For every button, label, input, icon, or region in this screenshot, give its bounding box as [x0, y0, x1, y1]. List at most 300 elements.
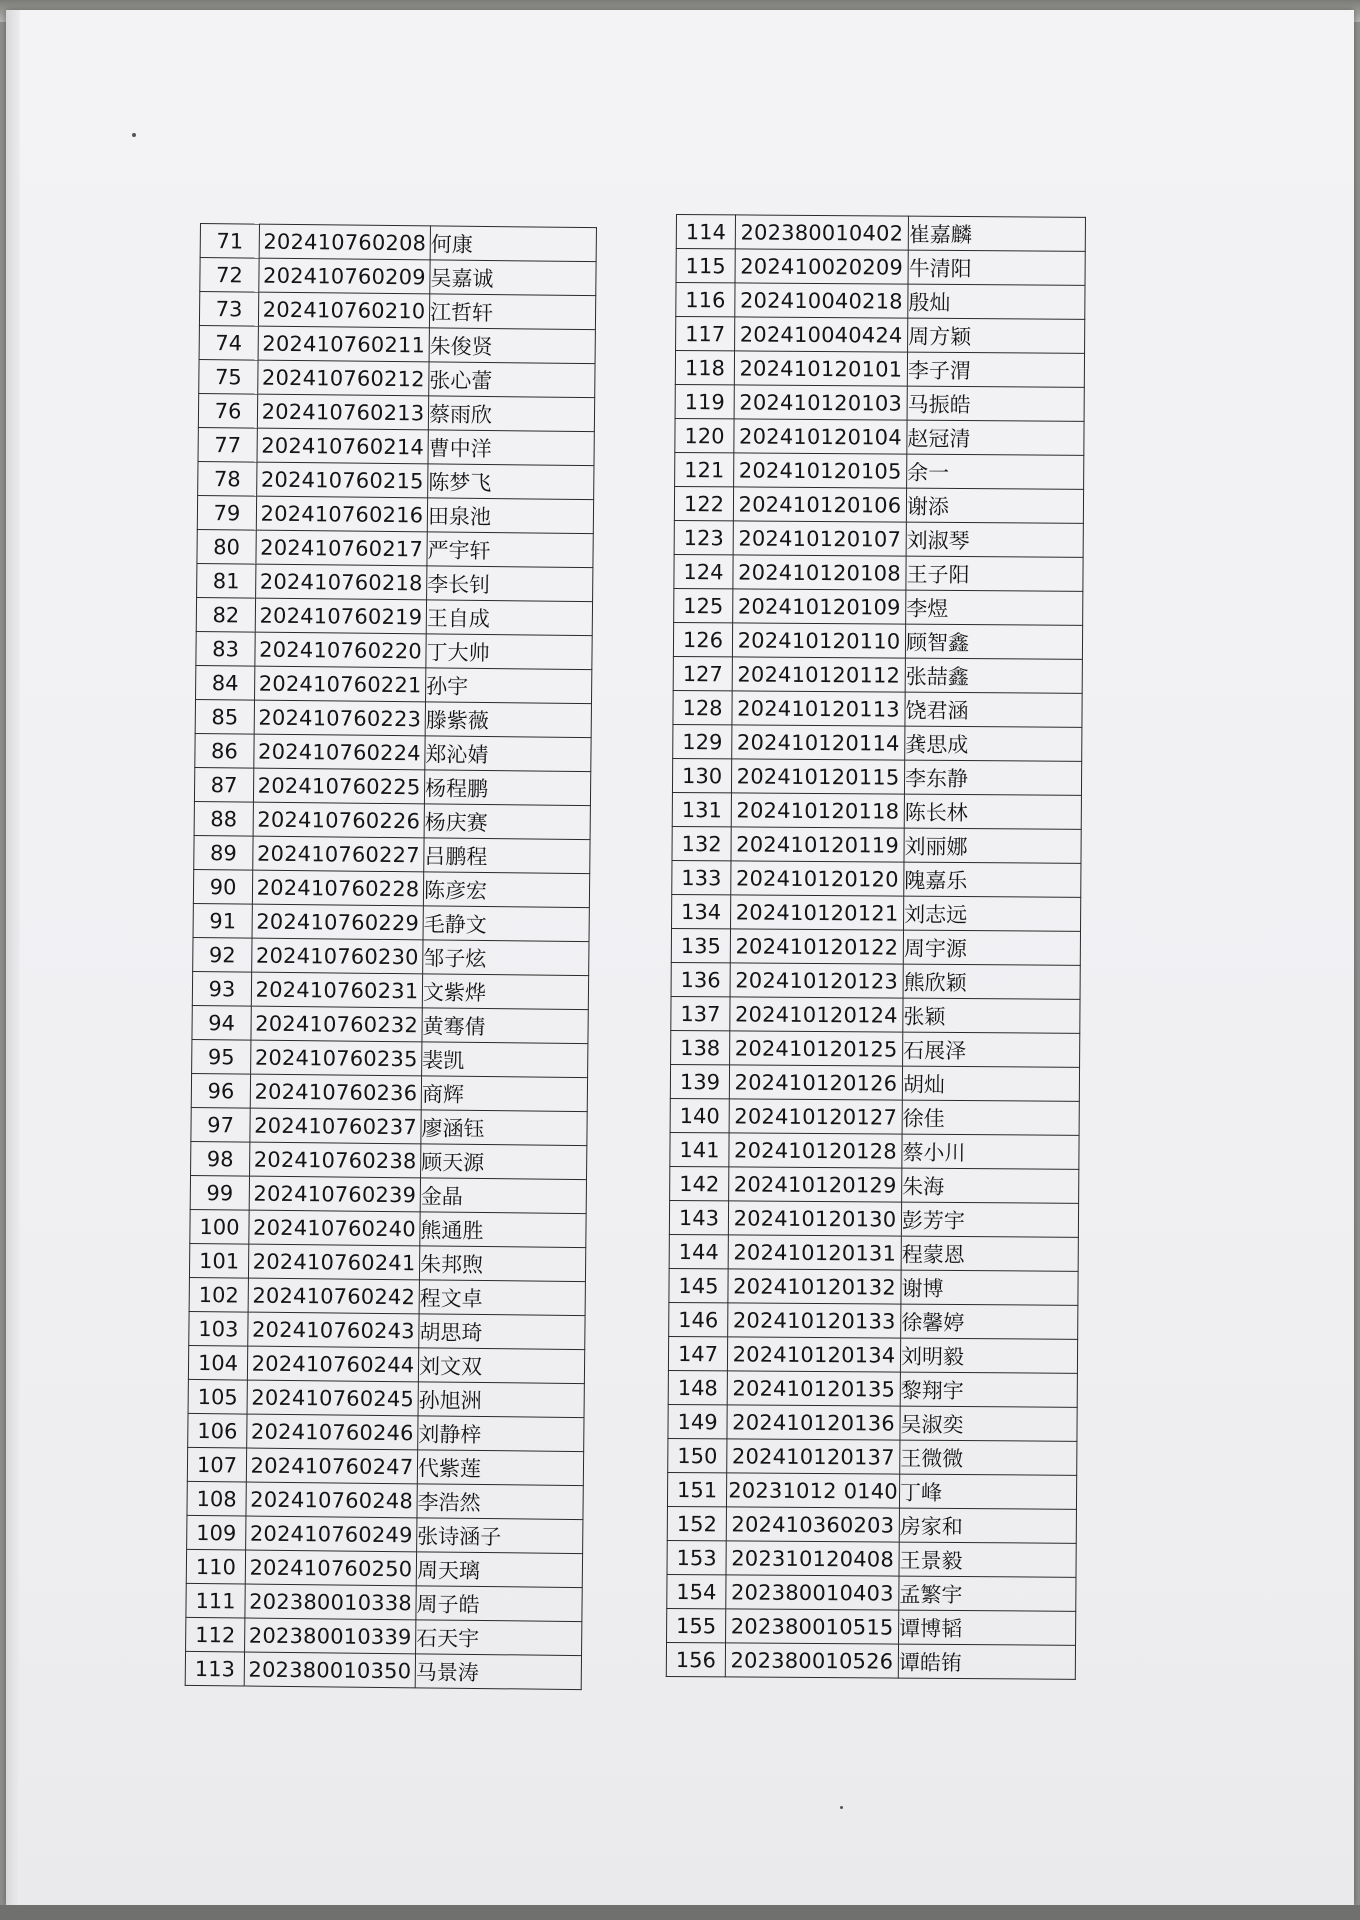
row-number-cell: 77: [198, 427, 257, 462]
student-name-cell: 李子渭: [907, 352, 1084, 387]
student-id-cell: 202410120134: [727, 1337, 900, 1372]
row-number-cell: 79: [197, 495, 256, 530]
row-number-cell: 99: [190, 1175, 249, 1210]
student-id-cell: 202410760243: [248, 1312, 419, 1348]
student-id-cell: 202410120121: [731, 895, 904, 930]
table-row: [675, 418, 1084, 455]
table-row: [669, 1234, 1078, 1271]
student-id-cell: 202410120125: [730, 1031, 903, 1066]
student-name-cell: 吴嘉诚: [430, 260, 596, 296]
row-number-cell: 111: [186, 1583, 245, 1618]
student-id-cell: 202410760236: [250, 1074, 421, 1110]
student-name-cell: 牛清阳: [908, 250, 1085, 285]
student-id-cell: 202410120103: [734, 385, 907, 420]
student-name-cell: 刘淑琴: [906, 522, 1083, 557]
student-id-cell: 202410120114: [732, 725, 905, 760]
student-id-cell: 202410120122: [730, 929, 903, 964]
row-number-cell: 124: [674, 554, 733, 588]
row-number-cell: 75: [199, 359, 258, 394]
student-id-cell: 202410760232: [251, 1006, 422, 1042]
row-number-cell: 126: [673, 622, 732, 656]
table-row: [672, 860, 1081, 897]
student-name-cell: 丁峰: [899, 1474, 1076, 1509]
student-id-cell: 202410120130: [728, 1201, 901, 1236]
table-row: [198, 427, 594, 465]
row-number-cell: 95: [192, 1039, 251, 1074]
table-row: [667, 1608, 1076, 1645]
table-row: [671, 962, 1080, 999]
row-number-cell: 104: [188, 1345, 247, 1380]
student-name-cell: 王景毅: [899, 1542, 1076, 1577]
student-id-cell: 202410760219: [255, 598, 426, 634]
row-number-cell: 82: [196, 597, 255, 632]
row-number-cell: 83: [196, 631, 255, 666]
student-name-cell: 江哲轩: [429, 294, 595, 330]
student-name-cell: 崔嘉麟: [908, 216, 1085, 251]
row-number-cell: 96: [191, 1073, 250, 1108]
table-row: [671, 996, 1080, 1033]
table-row: [192, 1005, 588, 1043]
table-row: [199, 292, 595, 330]
student-name-cell: 谭皓铕: [898, 1644, 1075, 1679]
student-name-cell: 杨庆赛: [424, 804, 590, 840]
row-number-cell: 98: [191, 1141, 250, 1176]
student-name-cell: 彭芳宇: [901, 1202, 1078, 1237]
row-number-cell: 85: [195, 699, 254, 734]
student-name-cell: 谢博: [901, 1270, 1078, 1305]
student-id-cell: 202410120105: [734, 453, 907, 488]
row-number-cell: 143: [669, 1200, 728, 1234]
table-row: [199, 359, 595, 397]
row-number-cell: 132: [672, 826, 731, 860]
student-id-cell: 202410760226: [253, 802, 424, 838]
paper-speck: [132, 133, 136, 137]
table-row: [674, 486, 1083, 523]
row-number-cell: 153: [667, 1540, 726, 1574]
student-id-cell: 202410760249: [246, 1516, 417, 1552]
student-name-cell: 商辉: [421, 1076, 587, 1112]
student-id-cell: 202410120109: [733, 589, 906, 624]
table-row: [187, 1481, 583, 1519]
row-number-cell: 127: [673, 656, 732, 690]
student-id-cell: 202410760225: [253, 768, 424, 804]
row-number-cell: 86: [195, 733, 254, 768]
table-row: [668, 1336, 1077, 1373]
table-row: [192, 971, 588, 1009]
row-number-cell: 149: [668, 1404, 727, 1438]
row-number-cell: 112: [186, 1617, 245, 1652]
row-number-cell: 128: [673, 690, 732, 724]
student-id-cell: 202410120135: [727, 1371, 900, 1406]
paper-stack-edge: [6, 10, 20, 1905]
table-row: [673, 622, 1082, 659]
table-row: [196, 597, 592, 635]
row-number-cell: 88: [194, 801, 253, 836]
backdrop-bottom: [0, 1905, 1360, 1920]
row-number-cell: 140: [670, 1098, 729, 1132]
row-number-cell: 137: [671, 996, 730, 1030]
row-number-cell: 151: [667, 1472, 726, 1506]
table-row: [186, 1583, 582, 1621]
table-row: [193, 869, 589, 907]
row-number-cell: 90: [193, 869, 252, 904]
student-name-cell: 周子皓: [416, 1586, 582, 1622]
row-number-cell: 135: [671, 928, 730, 962]
table-row: [195, 733, 591, 771]
table-row: [670, 1166, 1079, 1203]
student-id-cell: 202410760223: [254, 700, 425, 736]
student-id-cell: 202410760230: [252, 938, 423, 974]
row-number-cell: 145: [669, 1268, 728, 1302]
table-row: [193, 903, 589, 941]
student-name-cell: 石展泽: [903, 1032, 1080, 1067]
table-row: [669, 1268, 1078, 1305]
table-row: [191, 1107, 587, 1145]
table-row: [189, 1277, 585, 1315]
student-id-cell: 202410360203: [726, 1507, 899, 1542]
student-id-cell: 202410760240: [249, 1210, 420, 1246]
student-id-cell: 202410120120: [731, 861, 904, 896]
row-number-cell: 114: [676, 215, 735, 249]
row-number-cell: 125: [674, 588, 733, 622]
row-number-cell: 152: [667, 1506, 726, 1540]
table-row: [667, 1472, 1076, 1509]
student-id-cell: 202410760209: [259, 258, 430, 294]
roster-table-right: [666, 214, 1086, 1680]
table-row: [191, 1141, 587, 1179]
row-number-cell: 106: [188, 1413, 247, 1448]
student-name-cell: 滕紫薇: [425, 702, 591, 738]
row-number-cell: 81: [197, 563, 256, 598]
row-number-cell: 115: [676, 249, 735, 283]
student-id-cell: 202410760211: [258, 326, 429, 362]
student-name-cell: 黎翔宇: [900, 1372, 1077, 1407]
student-name-cell: 吕鹏程: [424, 838, 590, 874]
student-name-cell: 程蒙恩: [901, 1236, 1078, 1271]
table-row: [670, 1098, 1079, 1135]
student-id-cell: 202410760214: [257, 428, 428, 464]
table-row: [666, 1642, 1075, 1679]
row-number-cell: 120: [675, 418, 734, 452]
student-id-cell: 202410760229: [252, 904, 423, 940]
student-name-cell: 李浩然: [417, 1484, 583, 1520]
row-number-cell: 150: [668, 1438, 727, 1472]
row-number-cell: 134: [672, 894, 731, 928]
table-row: [674, 554, 1083, 591]
table-row: [673, 656, 1082, 693]
student-name-cell: 张颖: [903, 998, 1080, 1033]
row-number-cell: 144: [669, 1234, 728, 1268]
student-id-cell: 202380010403: [726, 1575, 899, 1610]
table-row: [198, 461, 594, 499]
student-name-cell: 孙宇: [425, 668, 591, 704]
student-name-cell: 龚思成: [905, 726, 1082, 761]
table-row: [667, 1574, 1076, 1611]
table-row: [194, 767, 590, 805]
table-row: [668, 1370, 1077, 1407]
student-id-cell: 202410120132: [728, 1269, 901, 1304]
student-name-cell: 廖涵钰: [421, 1110, 587, 1146]
student-name-cell: 严宇轩: [427, 532, 593, 568]
row-number-cell: 78: [198, 461, 257, 496]
table-row: [674, 520, 1083, 557]
student-id-cell: 202410760218: [256, 564, 427, 600]
row-number-cell: 101: [189, 1243, 248, 1278]
table-row: [192, 1039, 588, 1077]
student-id-cell: 202380010515: [726, 1609, 899, 1644]
table-row: [190, 1209, 586, 1247]
table-row: [676, 215, 1085, 252]
student-name-cell: 代紫莲: [417, 1450, 583, 1486]
row-number-cell: 100: [190, 1209, 249, 1244]
student-id-cell: 202410120108: [733, 555, 906, 590]
student-id-cell: 202380010350: [244, 1652, 415, 1688]
student-id-cell: 202410760217: [256, 530, 427, 566]
student-name-cell: 胡思琦: [419, 1314, 585, 1350]
student-name-cell: 刘静梓: [418, 1416, 584, 1452]
table-row: [197, 495, 593, 533]
student-id-cell: 202410760208: [259, 224, 430, 260]
student-name-cell: 赵冠清: [907, 420, 1084, 455]
row-number-cell: 94: [192, 1005, 251, 1040]
table-row: [194, 835, 590, 873]
student-id-cell: 202410120101: [734, 351, 907, 386]
table-row: [191, 1073, 587, 1111]
student-name-cell: 饶君涵: [905, 692, 1082, 727]
student-name-cell: 谢添: [906, 488, 1083, 523]
student-id-cell: 202410760221: [255, 666, 426, 702]
student-name-cell: 周方颖: [908, 318, 1085, 353]
row-number-cell: 74: [199, 325, 258, 360]
row-number-cell: 103: [189, 1311, 248, 1346]
student-id-cell: 202380010338: [245, 1584, 416, 1620]
student-name-cell: 金晶: [420, 1178, 586, 1214]
table-row: [667, 1506, 1076, 1543]
student-name-cell: 刘志远: [904, 896, 1081, 931]
student-id-cell: 202410120127: [729, 1099, 902, 1134]
table-row: [675, 351, 1084, 388]
row-number-cell: 93: [192, 971, 251, 1006]
student-name-cell: 孟繁宇: [899, 1576, 1076, 1611]
table-row: [672, 894, 1081, 931]
table-row: [676, 283, 1085, 320]
student-name-cell: 张诗涵子: [417, 1518, 583, 1554]
table-row: [193, 937, 589, 975]
student-name-cell: 王自成: [426, 600, 592, 636]
student-name-cell: 刘丽娜: [904, 828, 1081, 863]
student-id-cell: 202410120133: [728, 1303, 901, 1338]
row-number-cell: 141: [670, 1132, 729, 1166]
student-id-cell: 202410120106: [733, 487, 906, 522]
student-id-cell: 202410760210: [258, 292, 429, 328]
table-row: [198, 393, 594, 431]
row-number-cell: 97: [191, 1107, 250, 1142]
student-name-cell: 徐馨婷: [901, 1304, 1078, 1339]
student-name-cell: 张喆鑫: [905, 658, 1082, 693]
table-row: [186, 1617, 582, 1655]
table-row: [668, 1404, 1077, 1441]
student-id-cell: 202410760228: [252, 870, 423, 906]
student-id-cell: 202410760220: [255, 632, 426, 668]
row-number-cell: 118: [675, 351, 734, 385]
table-row: [675, 452, 1084, 489]
student-id-cell: 202410760237: [250, 1108, 421, 1144]
student-name-cell: 吴淑奕: [900, 1406, 1077, 1441]
student-name-cell: 朱海: [902, 1168, 1079, 1203]
row-number-cell: 138: [671, 1030, 730, 1064]
student-name-cell: 徐佳: [902, 1100, 1079, 1135]
table-row: [196, 665, 592, 703]
table-row: [669, 1200, 1078, 1237]
student-id-cell: 202410120136: [727, 1405, 900, 1440]
student-id-cell: 202380010402: [735, 215, 908, 250]
student-name-cell: 程文卓: [419, 1280, 585, 1316]
table-row: [676, 317, 1085, 354]
roster-table-right-body: [666, 215, 1085, 1680]
student-name-cell: 刘明毅: [900, 1338, 1077, 1373]
student-id-cell: 202410120131: [728, 1235, 901, 1270]
table-row: [675, 384, 1084, 421]
roster-table-left-body: [185, 224, 596, 1690]
table-row: [196, 631, 592, 669]
student-id-cell: 202410760212: [258, 360, 429, 396]
row-number-cell: 148: [668, 1370, 727, 1404]
table-row: [674, 588, 1083, 625]
student-id-cell: 202410760231: [251, 972, 422, 1008]
student-name-cell: 毛静文: [423, 906, 589, 942]
row-number-cell: 72: [200, 258, 259, 293]
student-name-cell: 蔡雨欣: [428, 396, 594, 432]
table-row: [187, 1515, 583, 1553]
student-name-cell: 文紫烨: [422, 974, 588, 1010]
student-name-cell: 顾智鑫: [905, 624, 1082, 659]
student-id-cell: 202410120119: [731, 827, 904, 862]
row-number-cell: 129: [673, 724, 732, 758]
table-row: [187, 1447, 583, 1485]
row-number-cell: 80: [197, 529, 256, 564]
student-id-cell: 202410760242: [248, 1278, 419, 1314]
row-number-cell: 117: [676, 317, 735, 351]
table-row: [185, 1651, 581, 1689]
table-row: [673, 724, 1082, 761]
table-row: [188, 1413, 584, 1451]
student-name-cell: 顾天源: [421, 1144, 587, 1180]
student-name-cell: 熊欣颖: [903, 964, 1080, 999]
student-name-cell: 熊通胜: [420, 1212, 586, 1248]
row-number-cell: 142: [670, 1166, 729, 1200]
student-id-cell: 202410120123: [730, 963, 903, 998]
row-number-cell: 147: [668, 1336, 727, 1370]
student-name-cell: 马振皓: [907, 386, 1084, 421]
row-number-cell: 110: [186, 1549, 245, 1584]
student-id-cell: 202410120115: [731, 759, 904, 794]
student-name-cell: 石天宇: [416, 1620, 582, 1656]
table-row: [673, 690, 1082, 727]
student-name-cell: 刘文双: [418, 1348, 584, 1384]
table-row: [200, 224, 596, 262]
student-name-cell: 隗嘉乐: [904, 862, 1081, 897]
student-id-cell: 202410760245: [247, 1380, 418, 1416]
student-name-cell: 李东静: [904, 760, 1081, 795]
student-id-cell: 202410760244: [247, 1346, 418, 1382]
student-id-cell: 202410120118: [731, 793, 904, 828]
paper-speck: [840, 1806, 843, 1809]
row-number-cell: 87: [194, 767, 253, 802]
student-id-cell: 202410760238: [250, 1142, 421, 1178]
student-id-cell: 202410760235: [251, 1040, 422, 1076]
table-row: [189, 1243, 585, 1281]
row-number-cell: 71: [200, 224, 259, 259]
student-name-cell: 张心蕾: [429, 362, 595, 398]
table-row: [188, 1379, 584, 1417]
student-name-cell: 胡灿: [902, 1066, 1079, 1101]
student-id-cell: 202410020209: [735, 249, 908, 284]
table-row: [188, 1345, 584, 1383]
student-name-cell: 曹中洋: [428, 430, 594, 466]
table-row: [199, 325, 595, 363]
student-name-cell: 谭博韬: [899, 1610, 1076, 1645]
row-number-cell: 107: [187, 1447, 246, 1482]
table-row: [670, 1132, 1079, 1169]
student-name-cell: 殷灿: [908, 284, 1085, 319]
student-id-cell: 202410760213: [257, 394, 428, 430]
table-row: [672, 758, 1081, 795]
student-id-cell: 202380010526: [725, 1643, 898, 1678]
row-number-cell: 139: [670, 1064, 729, 1098]
student-id-cell: 202410120129: [729, 1167, 902, 1202]
student-name-cell: 丁大帅: [426, 634, 592, 670]
row-number-cell: 154: [667, 1574, 726, 1608]
student-id-cell: 202410760246: [247, 1414, 418, 1450]
row-number-cell: 155: [667, 1608, 726, 1642]
row-number-cell: 102: [189, 1277, 248, 1312]
student-name-cell: 陈梦飞: [428, 464, 594, 500]
row-number-cell: 131: [672, 792, 731, 826]
student-name-cell: 邹子炫: [423, 940, 589, 976]
row-number-cell: 109: [187, 1515, 246, 1550]
row-number-cell: 73: [199, 292, 258, 327]
student-id-cell: 202410120107: [733, 521, 906, 556]
student-id-cell: 202410120104: [734, 419, 907, 454]
student-name-cell: 何康: [430, 226, 596, 262]
student-id-cell: 202410040424: [735, 317, 908, 352]
table-row: [186, 1549, 582, 1587]
student-id-cell: 202410760227: [253, 836, 424, 872]
table-row: [195, 699, 591, 737]
row-number-cell: 136: [671, 962, 730, 996]
row-number-cell: 108: [187, 1481, 246, 1516]
student-id-cell: 202410760239: [249, 1176, 420, 1212]
student-name-cell: 王子阳: [906, 556, 1083, 591]
row-number-cell: 133: [672, 860, 731, 894]
student-name-cell: 李长钊: [427, 566, 593, 602]
row-number-cell: 84: [196, 665, 255, 700]
student-id-cell: 202410120110: [732, 623, 905, 658]
row-number-cell: 89: [194, 835, 253, 870]
table-row: [197, 563, 593, 601]
table-row: [676, 249, 1085, 286]
row-number-cell: 91: [193, 903, 252, 938]
student-name-cell: 蔡小川: [902, 1134, 1079, 1169]
student-id-cell: 202410120128: [729, 1133, 902, 1168]
table-row: [670, 1064, 1079, 1101]
row-number-cell: 122: [674, 486, 733, 520]
student-id-cell: 202410760248: [246, 1482, 417, 1518]
student-id-cell: 202310120408: [726, 1541, 899, 1576]
row-number-cell: 121: [675, 452, 734, 486]
row-number-cell: 92: [193, 937, 252, 972]
student-name-cell: 陈长林: [904, 794, 1081, 829]
